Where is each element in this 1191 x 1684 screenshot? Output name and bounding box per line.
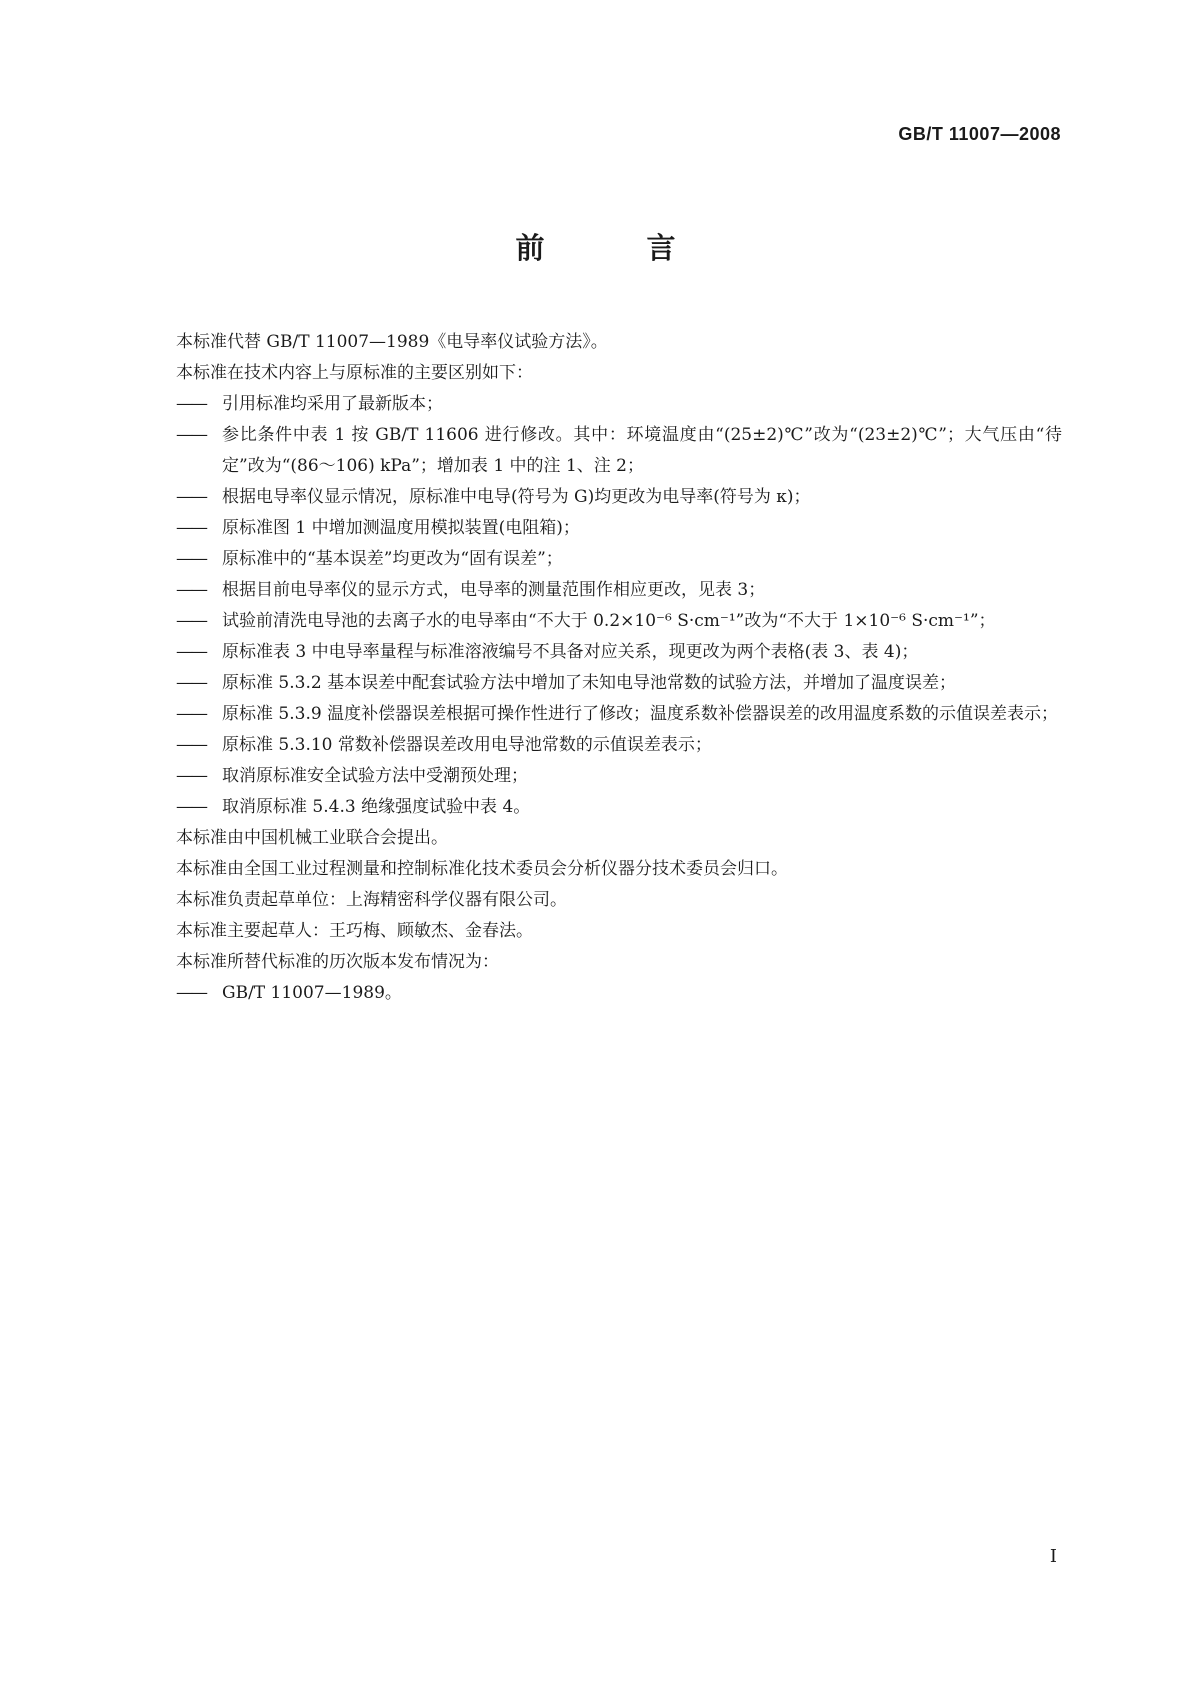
list-dash: ——	[176, 425, 206, 445]
list-item	[176, 792, 1062, 823]
list-dash: ——	[176, 735, 206, 755]
list-item-text: 引用标准均采用了最新版本；	[222, 394, 443, 414]
list-dash: ——	[176, 766, 206, 786]
list-dash: ——	[176, 487, 206, 507]
page-number: I	[1049, 1546, 1057, 1567]
foreword-body	[176, 327, 1062, 1009]
list-dash: ——	[176, 983, 206, 1003]
paragraph: 本标准负责起草单位：上海精密科学仪器有限公司。	[176, 890, 567, 910]
list-item-text: 原标准 5.3.2 基本误差中配套试验方法中增加了未知电导池常数的试验方法，并增加了温度误差；	[222, 673, 957, 693]
list-item	[176, 668, 1062, 699]
list-dash: ——	[176, 673, 206, 693]
list-item	[176, 606, 1062, 637]
list-item	[176, 513, 1062, 544]
list-item-text: 原标准 5.3.10 常数补偿器误差改用电导池常数的示值误差表示；	[222, 735, 712, 755]
page-title: 前 言	[515, 231, 722, 265]
list-dash: ——	[176, 518, 206, 538]
list-dash: ——	[176, 642, 206, 662]
list-item-text: 根据电导率仪显示情况，原标准中电导(符号为 G)均更改为电导率(符号为 κ)；	[222, 487, 811, 507]
list-dash: ——	[176, 797, 206, 817]
list-item-text: 原标准图 1 中增加测温度用模拟装置(电阻箱)；	[222, 518, 580, 538]
list-item	[176, 637, 1062, 668]
paragraph: 本标准在技术内容上与原标准的主要区别如下：	[176, 363, 533, 383]
list-dash: ——	[176, 611, 206, 631]
list-item	[176, 420, 1062, 482]
paragraph: 本标准由全国工业过程测量和控制标准化技术委员会分析仪器分技术委员会归口。	[176, 859, 788, 879]
list-item-text: 原标准 5.3.9 温度补偿器误差根据可操作性进行了修改；温度系数补偿器误差的改用温度系数的示值误差表示；	[222, 704, 1059, 724]
paragraph: 本标准由中国机械工业联合会提出。	[176, 828, 448, 848]
paragraph: 本标准主要起草人：王巧梅、顾敏杰、金春法。	[176, 921, 533, 941]
list-item	[176, 699, 1062, 730]
paragraph: 本标准所替代标准的历次版本发布情况为：	[176, 952, 499, 972]
list-item	[176, 389, 1062, 420]
list-item-text: 原标准中的“基本误差”均更改为“固有误差”；	[222, 549, 563, 569]
paragraph: 本标准代替 GB/T 11007—1989《电导率仪试验方法》。	[176, 332, 608, 352]
list-item-text: 参比条件中表 1 按 GB/T 11606 进行修改。其中：环境温度由“(25±2)℃”改为“(23±2)℃”；大气压由“待定”改为“(86～106) kPa”；增加表 1 中的注 1、注 2；	[222, 425, 1062, 476]
list-item-text: 取消原标准 5.4.3 绝缘强度试验中表 4。	[222, 797, 531, 817]
history-item-text: GB/T 11007—1989。	[222, 983, 402, 1003]
list-item	[176, 575, 1062, 606]
list-item-text: 根据目前电导率仪的显示方式，电导率的测量范围作相应更改，见表 3；	[222, 580, 766, 600]
list-item-text: 取消原标准安全试验方法中受潮预处理；	[222, 766, 528, 786]
list-dash: ——	[176, 549, 206, 569]
list-item	[176, 482, 1062, 513]
list-item	[176, 544, 1062, 575]
list-dash: ——	[176, 394, 206, 414]
history-item	[176, 978, 1062, 1009]
list-item	[176, 761, 1062, 792]
list-item-text: 试验前清洗电导池的去离子水的电导率由“不大于 0.2×10⁻⁶ S·cm⁻¹”改为“不大于 1×10⁻⁶ S·cm⁻¹”；	[222, 611, 996, 631]
list-item	[176, 730, 1062, 761]
list-dash: ——	[176, 580, 206, 600]
list-item-text: 原标准表 3 中电导率量程与标准溶液编号不具备对应关系，现更改为两个表格(表 3、表 4)；	[222, 642, 919, 662]
list-dash: ——	[176, 704, 206, 724]
standard-code-header: GB/T 11007—2008	[898, 124, 1061, 144]
